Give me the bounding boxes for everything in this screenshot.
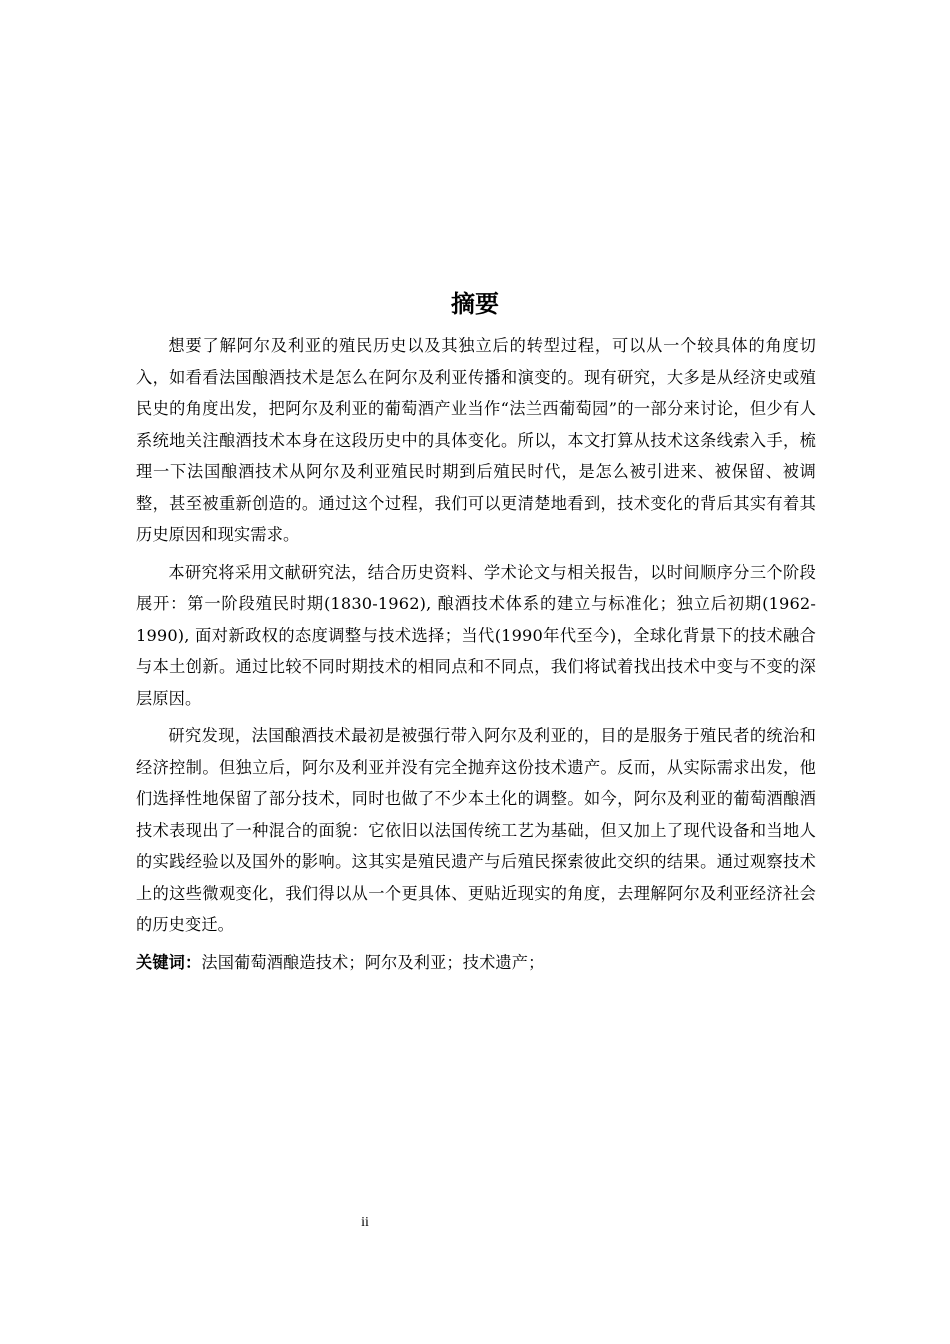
keywords-line bbox=[136, 947, 816, 979]
abstract-paragraph-3: 研究发现，法国酿酒技术最初是被强行带入阿尔及利亚的，目的是服务于殖民者的统治和经济控制。但独立后，阿尔及利亚并没有完全抛弃这份技术遗产。反而，从实际需求出发，他们选择性地保留了部分技术，同时也做了不少本土化的调整。如今，阿尔及利亚的葡萄酒酿酒技术表现出了一种混合的面貌：它依旧以法国传统工艺为基础，但又加上了现代设备和当地人的实践经验以及国外的影响。这其实是殖民遗产与后殖民探索彼此交织的结果。通过观察技术上的这些微观变化，我们得以从一个更具体、更贴近现实的角度，去理解阿尔及利亚经济社会的历史变迁。 bbox=[136, 726, 816, 934]
abstract-body bbox=[136, 330, 816, 978]
keywords-label: 关键词： bbox=[136, 952, 202, 972]
keywords-text: 法国葡萄酒酿造技术；阿尔及利亚；技术遗产； bbox=[201, 952, 545, 972]
abstract-paragraph-2: 本研究将采用文献研究法，结合历史资料、学术论文与相关报告，以时间顺序分三个阶段展开：第一阶段殖民时期(1830-1962), 酿酒技术体系的建立与标准化；独立后初期(1962-1990), 面对新政权的态度调整与技术选择；当代(1990年代至今)，全球化背景下的技术融合与本土创新。通过比较不同时期技术的相同点和不同点，我们将试着找出技术中变与不变的深层原因。 bbox=[136, 562, 816, 708]
page-number: ii bbox=[361, 1215, 369, 1230]
abstract-title: 摘要 bbox=[451, 290, 499, 318]
abstract-paragraph-1: 想要了解阿尔及利亚的殖民历史以及其独立后的转型过程，可以从一个较具体的角度切入，如看看法国酿酒技术是怎么在阿尔及利亚传播和演变的。现有研究，大多是从经济史或殖民史的角度出发，把阿尔及利亚的葡萄酒产业当作“法兰西葡萄园”的一部分来讨论，但少有人系统地关注酿酒技术本身在这段历史中的具体变化。所以，本文打算从技术这条线索入手，梳理一下法国酿酒技术从阿尔及利亚殖民时期到后殖民时代，是怎么被引进来、被保留、被调整，甚至被重新创造的。通过这个过程，我们可以更清楚地看到，技术变化的背后其实有着其历史原因和现实需求。 bbox=[136, 336, 816, 544]
